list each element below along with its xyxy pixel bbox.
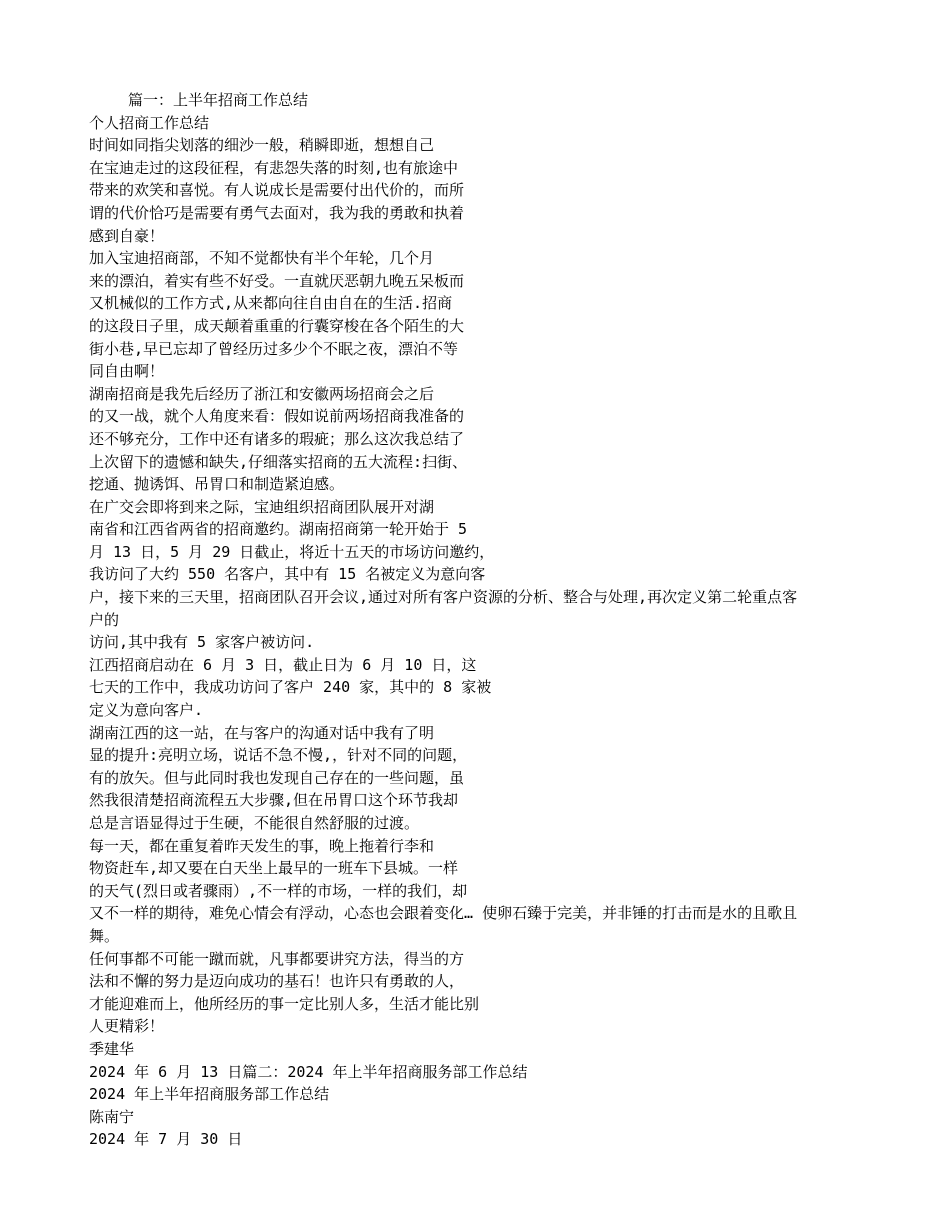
text-line: 我访问了大约 550 名客户，其中有 15 名被定义为意向客 <box>89 565 486 584</box>
text-line: 南省和江西省两省的招商邀约。湖南招商第一轮开始于 5 <box>89 520 468 539</box>
text-line: 在广交会即将到来之际，宝迪组织招商团队展开对湖 <box>89 497 435 516</box>
document-page <box>89 89 869 1151</box>
text-line: 还不够充分，工作中还有诸多的瑕疵；那么这次我总结了 <box>89 429 465 448</box>
text-line: 定义为意向客户. <box>89 701 204 720</box>
text-line: 挖通、抛诱饵、吊胃口和制造紧迫感。 <box>89 475 345 494</box>
text-line: 在宝迪走过的这段征程，有悲怨失落的时刻,也有旅途中 <box>89 158 459 177</box>
text-line: 访问,其中我有 5 家客户被访问. <box>89 633 315 652</box>
text-line: 户，接下来的三天里，招商团队召开会议,通过对所有客户资源的分析、整合与处理,再次定义第二轮重点客 <box>89 588 798 607</box>
text-line: 舞。 <box>89 926 120 945</box>
text-line: 才能迎难而上，他所经历的事一定比别人多，生活才能比别 <box>89 994 480 1013</box>
text-line: 人更精彩！ <box>89 1017 165 1036</box>
text-line: 街小巷,早已忘却了曾经历过多少个不眠之夜，漂泊不等 <box>89 339 459 358</box>
text-line: 任何事都不可能一蹴而就，凡事都要讲究方法，得当的方 <box>89 949 465 968</box>
text-line: 感到自豪！ <box>89 226 165 245</box>
text-line: 来的漂泊，着实有些不好受。一直就厌恶朝九晚五呆板而 <box>89 271 465 290</box>
text-line: 月 13 日，5 月 29 日截止，将近十五天的市场访问邀约， <box>89 542 495 561</box>
text-line: 总是言语显得过于生硬，不能很自然舒服的过渡。 <box>89 814 420 832</box>
text-line: 七天的工作中，我成功访问了客户 240 家，其中的 8 家被 <box>89 678 492 697</box>
text-line: 又机械似的工作方式,从来都向往自由自在的生活.招商 <box>89 294 453 313</box>
text-line: 带来的欢笑和喜悦。有人说成长是需要付出代价的，而所 <box>89 181 465 200</box>
text-line: 上次留下的遗憾和缺失,仔细落实招商的五大流程:扫街、 <box>89 452 468 471</box>
text-line: 的天气(烈日或者骤雨）,不一样的市场，一样的我们，却 <box>89 881 468 900</box>
text-line: 又不一样的期待，难免心情会有浮动，心态也会跟着变化… 使卵石臻于完美，并非锤的打击而是水的且歌且 <box>89 904 798 923</box>
text-line: 有的放矢。但与此同时我也发现自己存在的一些问题，虽 <box>89 768 465 787</box>
text-line: 谓的代价恰巧是需要有勇气去面对，我为我的勇敢和执着 <box>89 203 465 222</box>
document-title: 篇一：上半年招商工作总结 <box>128 91 309 109</box>
text-line: 加入宝迪招商部，不知不觉都快有半个年轮，几个月 <box>89 249 435 268</box>
author-name: 季建华 <box>89 1039 135 1058</box>
text-line: 的这段日子里，成天颠着重重的行囊穿梭在各个陌生的大 <box>89 316 465 335</box>
text-line: 户的 <box>89 610 120 629</box>
text-line: 的又一战，就个人角度来看：假如说前两场招商我准备的 <box>89 407 465 426</box>
text-line: 每一天，都在重复着昨天发生的事，晚上拖着行李和 <box>89 836 435 855</box>
text-line: 江西招商启动在 6 月 3 日，截止日为 6 月 10 日，这 <box>89 655 477 674</box>
text-line: 物资赶车,却又要在白天坐上最早的一班车下县城。一样 <box>89 859 459 878</box>
date-line: 2024 年 7 月 30 日 <box>89 1130 243 1149</box>
text-line: 法和不懈的努力是迈向成功的基石！也许只有勇敢的人， <box>89 972 465 991</box>
text-line: 湖南江西的这一站，在与客户的沟通对话中我有了明 <box>89 723 435 742</box>
date-and-next-title: 2024 年 6 月 13 日篇二：2024 年上半年招商服务部工作总结 <box>89 1062 528 1081</box>
text-line: 显的提升:亮明立场，说话不急不慢,，针对不同的问题， <box>89 746 468 765</box>
document-subtitle: 个人招商工作总结 <box>89 113 210 132</box>
text-line: 同自由啊！ <box>89 362 165 381</box>
text-line: 然我很清楚招商流程五大步骤,但在吊胃口这个环节我却 <box>89 791 459 810</box>
text-line: 湖南招商是我先后经历了浙江和安徽两场招商会之后 <box>89 384 435 403</box>
text-line: 时间如同指尖划落的细沙一般，稍瞬即逝，想想自己 <box>89 136 435 155</box>
author-name: 陈南宁 <box>89 1107 135 1126</box>
section-title: 2024 年上半年招商服务部工作总结 <box>89 1085 330 1104</box>
